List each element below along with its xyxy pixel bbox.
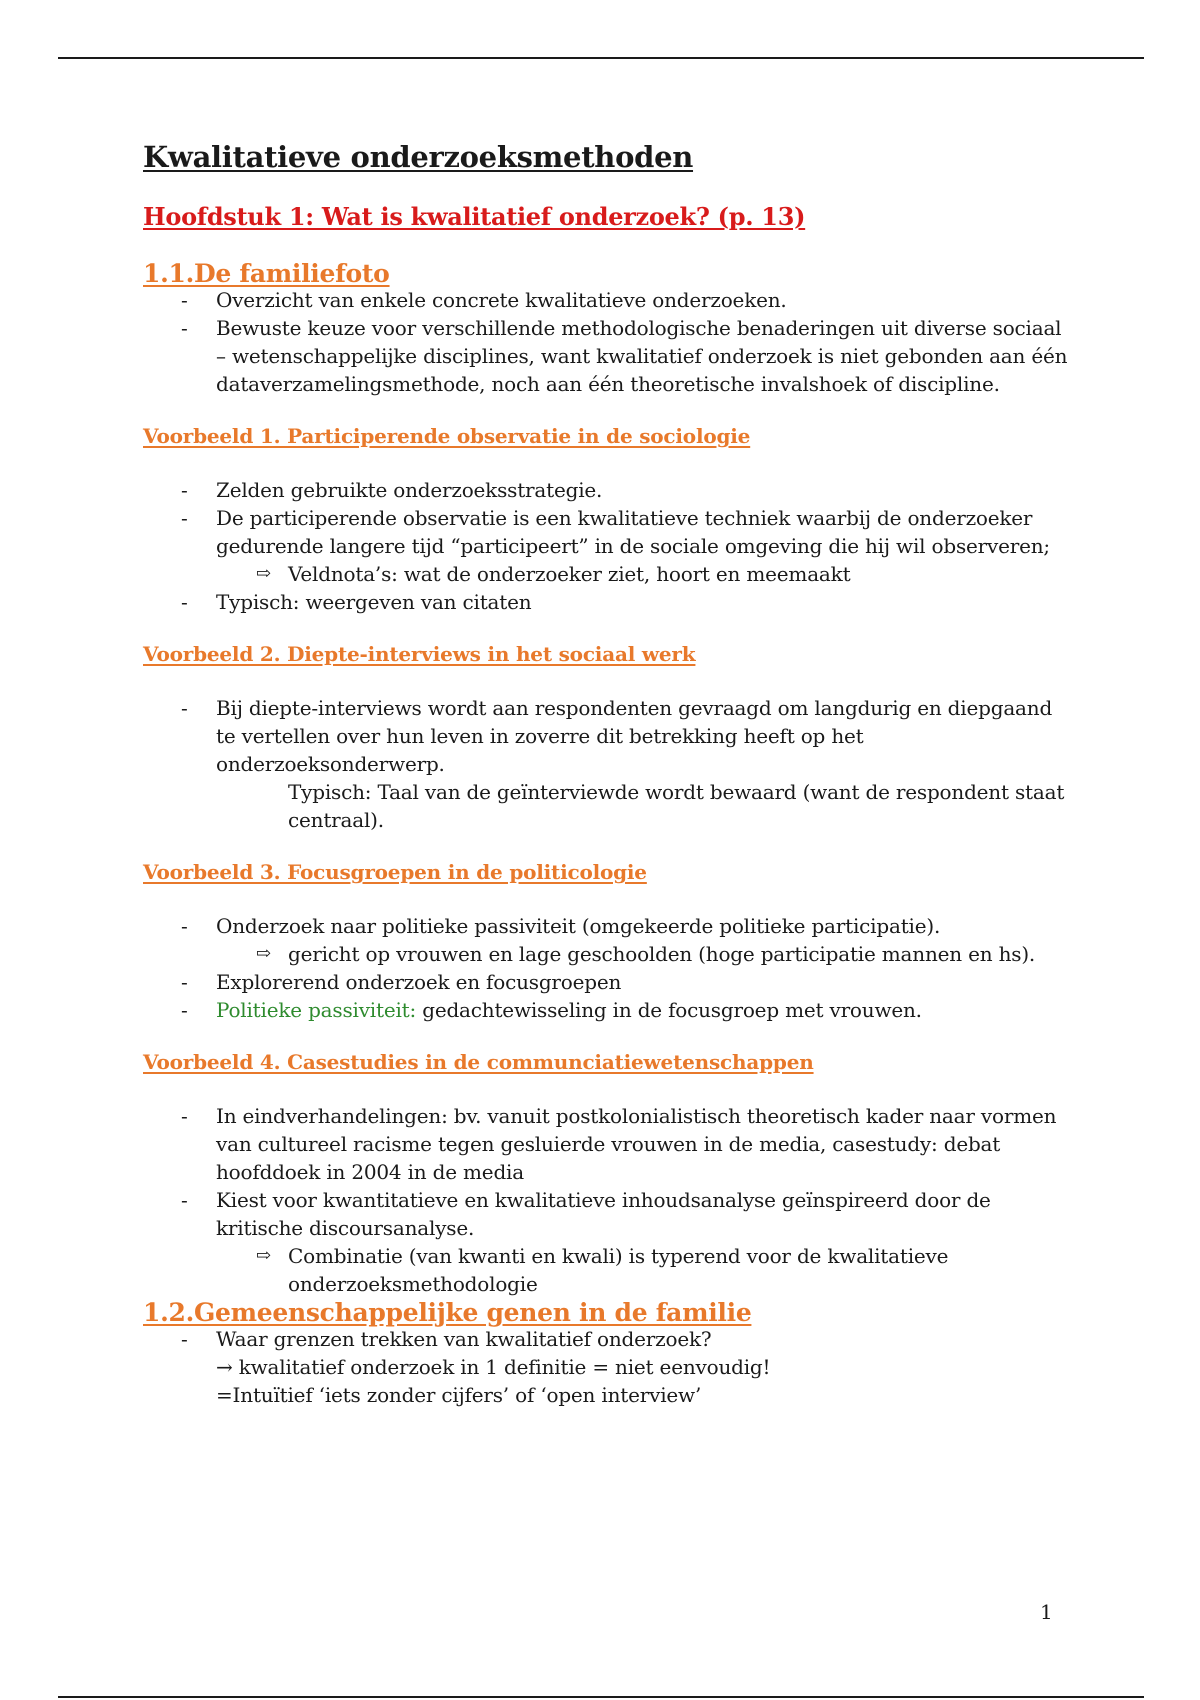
arrow-right-icon: ⇨ [256,943,271,964]
example-3-list [143,912,1073,940]
list-item: - Overzicht van enkele concrete kwalitatieve onderzoeken. [181,288,787,312]
list-item: - Bij diepte-interviews wordt aan respondenten gevraagd om langdurig en diepgaand te vertellen over hun leven in zoverre dit betrekking heeft op het onderzoeksonderwerp. [181,696,1053,776]
list-item: - Typisch: weergeven van citaten [181,590,532,614]
document-body [143,140,1073,1409]
list-item: - Bewuste keuze voor verschillende methodologische benaderingen uit diverse sociaal – wetenschappelijke disciplines, want kwalitatief onderzoek is niet gebonden aan één dataverzamelingsmethode, noch aan één theoretische invalshoek of discipline. [181,316,1068,396]
bullet-dash: - [181,1327,188,1351]
list-item: - Zelden gebruikte onderzoeksstrategie. [181,478,603,502]
list-item: - Kiest voor kwantitatieve en kwalitatieve inhoudsanalyse geïnspireerd door de kritische discoursanalyse. [181,1188,991,1240]
bullet-dash: - [181,506,188,530]
bullet-dash: - [181,478,188,502]
arrow-right-icon: ⇨ [256,563,271,584]
bullet-dash: - [181,316,188,340]
bottom-rule [58,1696,1144,1698]
bullet-dash: - [181,696,188,720]
example-heading-4: Voorbeeld 4. Casestudies in de communciatiewetenschappen [143,1050,814,1074]
list-item: - Waar grenzen trekken van kwalitatief onderzoek? → kwalitatief onderzoek in 1 definitie = niet eenvoudig! =Intuïtief ‘iets zonder cijfers’ of ‘open interview’ [181,1327,771,1407]
page-number: 1 [1040,1600,1053,1624]
example-2-list [143,694,1073,778]
section-1-2-list [143,1325,1073,1409]
sub-point: ⇨ Combinatie (van kwanti en kwali) is typerend voor de kwalitatieve onderzoeksmethodologie [256,1244,949,1296]
document-title: Kwalitatieve onderzoeksmethoden [143,140,694,174]
sub-point: ⇨ Veldnota’s: wat de onderzoeker ziet, hoort en meemaakt [256,562,851,586]
arrow-right-icon: ⇨ [256,1245,271,1266]
bullet-dash: - [181,970,188,994]
list-item: - De participerende observatie is een kwalitatieve techniek waarbij de onderzoeker gedurende langere tijd “participeert” in de sociale omgeving die hij wil observeren; [181,506,1050,558]
bullet-dash: - [181,914,188,938]
bullet-dash: - [181,590,188,614]
list-item: - Politieke passiviteit: gedachtewisseling in de focusgroep met vrouwen. [181,998,922,1022]
list-item: - In eindverhandelingen: bv. vanuit postkolonialistisch theoretisch kader naar vormen van cultureel racisme tegen gesluierde vrouwen in de media, casestudy: debat hoofddoek in 2004 in de media [181,1104,1057,1184]
section-heading-1-2: 1.2.Gemeenschappelijke genen in de familie [143,1298,752,1327]
example-heading-1: Voorbeeld 1. Participerende observatie in de sociologie [143,424,751,448]
bullet-dash: - [181,998,188,1022]
example-heading-2: Voorbeeld 2. Diepte-interviews in het sociaal werk [143,642,696,666]
section-1-1-list [143,286,1073,398]
continuation-text: Typisch: Taal van de geïnterviewde wordt bewaard (want de respondent staat centraal). [288,780,1065,832]
bullet-dash: - [181,1104,188,1128]
example-1-list [143,476,1073,560]
section-heading-1-1: 1.1.De familiefoto [143,259,390,288]
bullet-dash: - [181,288,188,312]
example-heading-3: Voorbeeld 3. Focusgroepen in de politicologie [143,860,647,884]
bullet-dash: - [181,1188,188,1212]
example-4-list [143,1102,1073,1242]
chapter-heading: Hoofdstuk 1: Wat is kwalitatief onderzoek? (p. 13) [143,202,806,231]
top-rule [58,57,1144,59]
list-item: - Explorerend onderzoek en focusgroepen [181,970,622,994]
highlighted-term: Politieke passiviteit: [216,998,417,1022]
sub-point: ⇨ gericht op vrouwen en lage geschoolden (hoge participatie mannen en hs). [256,942,1036,966]
list-item: - Onderzoek naar politieke passiviteit (omgekeerde politieke participatie). [181,914,941,938]
